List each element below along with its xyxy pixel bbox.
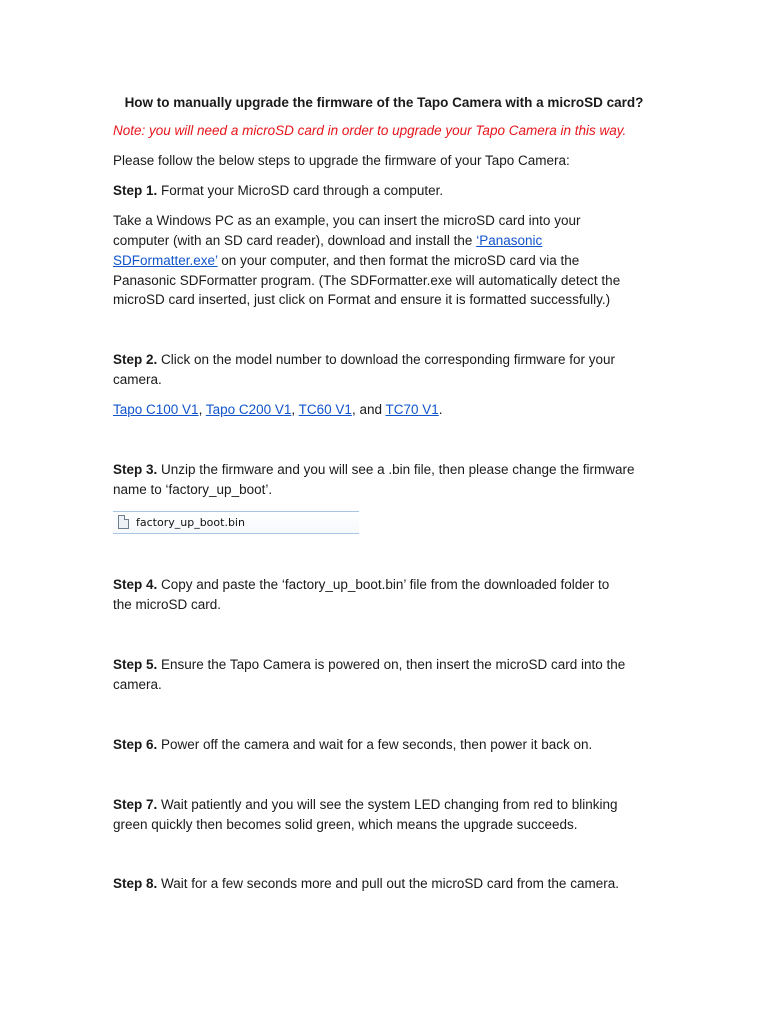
step-4-text: Copy and paste the ‘factory_up_boot.bin’ file from the downloaded folder to — [157, 577, 610, 592]
step-8-label: Step 8. — [113, 876, 158, 891]
file-name: factory_up_boot.bin — [136, 516, 245, 529]
step-3 — [113, 460, 635, 480]
step-1-para-line — [113, 251, 579, 271]
step-3-text: Unzip the firmware and you will see a .bin file, then please change the firmware — [157, 462, 635, 477]
link-separator: , — [291, 402, 299, 417]
step-1-para-text: on your computer, and then format the microSD card via the — [217, 253, 580, 268]
link-separator: , — [198, 402, 206, 417]
step-2-text: Click on the model number to download the corresponding firmware for your — [157, 352, 615, 367]
step-3-text-cont: name to ‘factory_up_boot’. — [113, 482, 273, 497]
intro-text: Please follow the below steps to upgrade the firmware of your Tapo Camera: — [113, 153, 570, 168]
step-6 — [113, 735, 592, 755]
link-separator: , and — [351, 402, 386, 417]
step-1-para-text: computer (with an SD card reader), download and install the — [113, 233, 477, 248]
page-title: How to manually upgrade the firmware of the Tapo Camera with a microSD card? — [124, 95, 644, 110]
panasonic-sdformatter-link[interactable]: SDFormatter.exe’ — [113, 253, 218, 268]
step-4 — [113, 575, 609, 595]
step-1-text: Format your MicroSD card through a computer. — [157, 183, 444, 198]
step-1-para-line: Take a Windows PC as an example, you can insert the microSD card into your — [113, 213, 581, 228]
step-1-label: Step 1. — [113, 183, 158, 198]
step-3-label: Step 3. — [113, 462, 158, 477]
step-6-label: Step 6. — [113, 737, 158, 752]
step-5-text: Ensure the Tapo Camera is powered on, then insert the microSD card into the — [157, 657, 626, 672]
step-7 — [113, 795, 618, 815]
link-end: . — [438, 402, 443, 417]
step-8-text: Wait for a few seconds more and pull out the microSD card from the camera. — [157, 876, 619, 891]
firmware-link-tapo-c200[interactable]: Tapo C200 V1 — [205, 402, 292, 417]
firmware-link-tc70[interactable]: TC70 V1 — [385, 402, 439, 417]
firmware-links — [113, 400, 443, 420]
step-2 — [113, 350, 615, 370]
step-6-text: Power off the camera and wait for a few seconds, then power it back on. — [157, 737, 593, 752]
step-1-para-line — [113, 231, 542, 251]
note-text: Note: you will need a microSD card in order to upgrade your Tapo Camera in this way. — [113, 123, 627, 138]
panasonic-sdformatter-link[interactable]: ‘Panasonic — [476, 233, 543, 248]
step-7-label: Step 7. — [113, 797, 158, 812]
step-8 — [113, 874, 619, 894]
step-2-label: Step 2. — [113, 352, 158, 367]
step-7-text: Wait patiently and you will see the system LED changing from red to blinking — [157, 797, 618, 812]
step-1 — [113, 181, 443, 201]
firmware-link-tc60[interactable]: TC60 V1 — [298, 402, 352, 417]
file-icon — [118, 515, 129, 529]
step-5-label: Step 5. — [113, 657, 158, 672]
step-1-para-line: microSD card inserted, just click on Format and ensure it is formatted successfully.) — [113, 292, 611, 307]
step-7-text-cont: green quickly then becomes solid green, which means the upgrade succeeds. — [113, 817, 578, 832]
file-screenshot — [113, 511, 359, 534]
step-5-text-cont: camera. — [113, 677, 162, 692]
step-4-text-cont: the microSD card. — [113, 597, 222, 612]
firmware-link-tapo-c100[interactable]: Tapo C100 V1 — [113, 402, 199, 417]
step-5 — [113, 655, 625, 675]
step-2-text-cont: camera. — [113, 372, 162, 387]
step-4-label: Step 4. — [113, 577, 158, 592]
step-1-para-line: Panasonic SDFormatter program. (The SDFormatter.exe will automatically detect the — [113, 273, 621, 288]
